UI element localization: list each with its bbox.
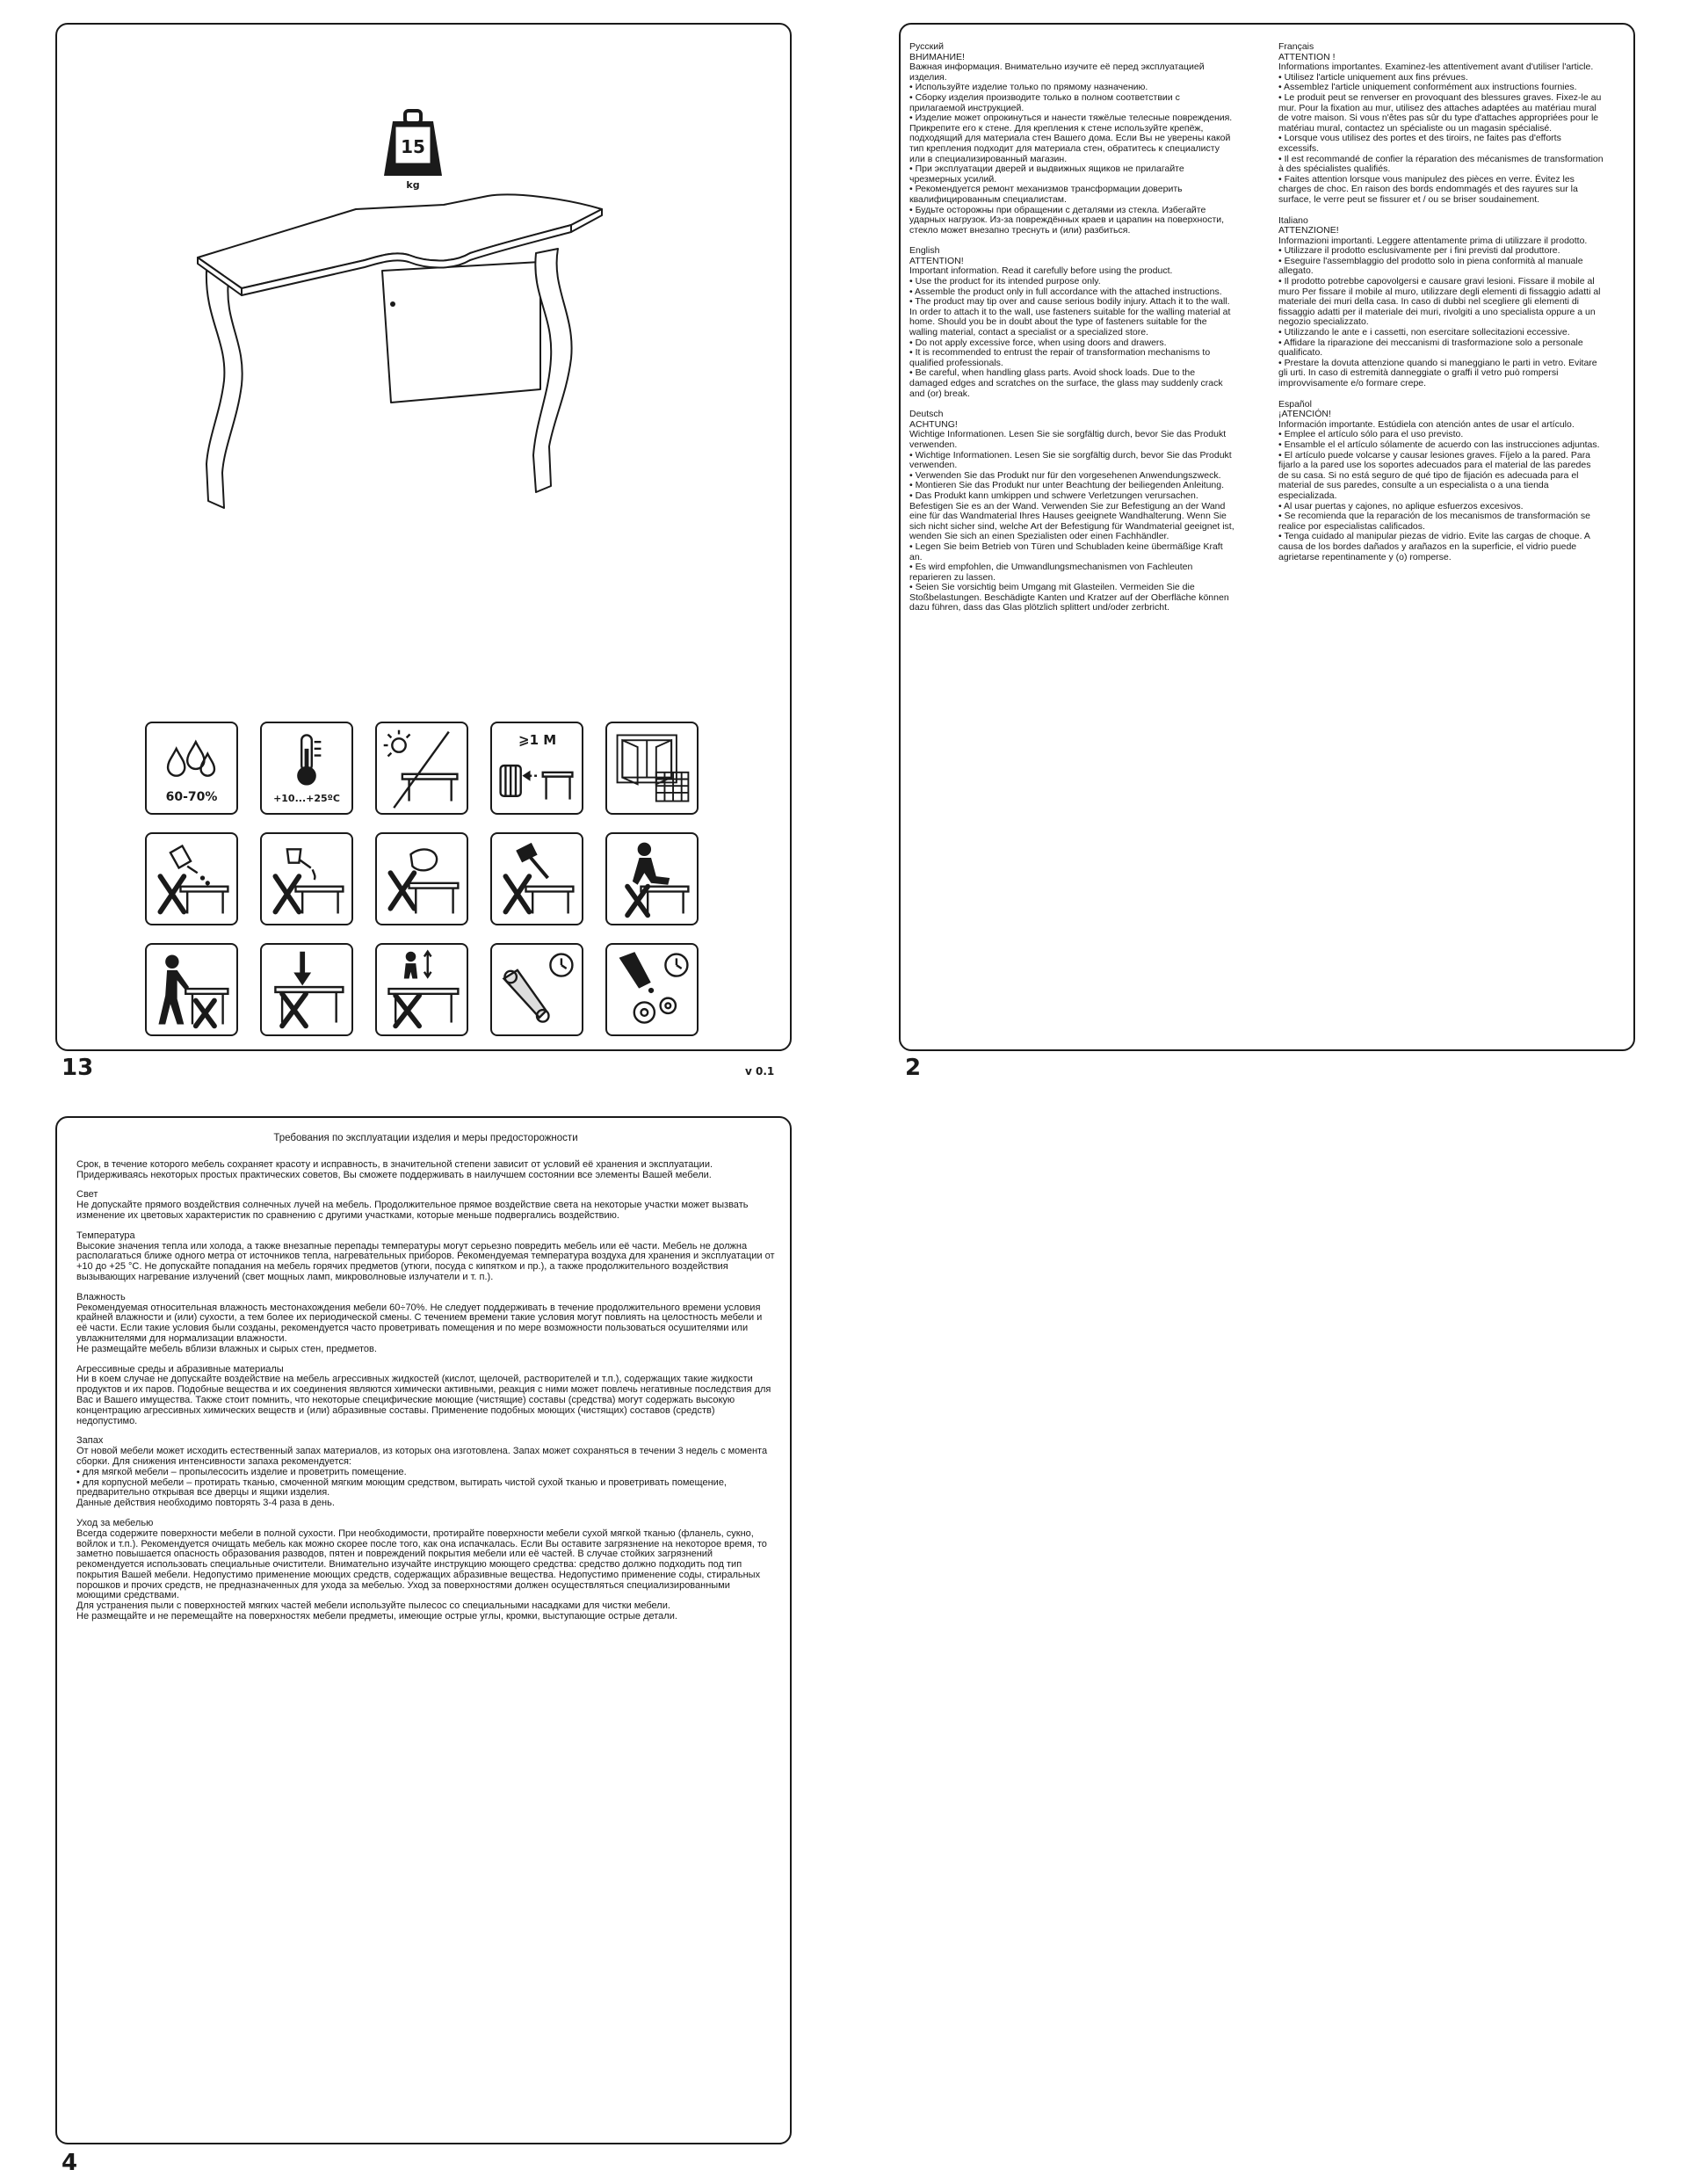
section-heading: Свет <box>76 1189 98 1201</box>
section-heading: Влажность <box>76 1291 126 1302</box>
text-line: • Рекомендуется ремонт механизмов трансформации доверить квалифицированным специалистам. <box>909 184 1183 205</box>
section-smell <box>76 1436 775 1509</box>
safety-column-right <box>1278 42 1604 562</box>
section-heading: ¡ATENCIÓN! <box>1278 409 1331 420</box>
section-heading: Запах <box>76 1435 104 1447</box>
section-heading: Температура <box>76 1230 135 1241</box>
text-line: • Use the product for its intended purpose only. <box>909 276 1101 287</box>
text-line: Всегда содержите поверхности мебели в полной сухости. При необходимости, протирайте поверхности мебели сухой мягкой тканью (фланель, сукно, войлок и т.п.). Рекомендуется очищать мебель как можно скорее после того, как она испачкалась. Если Вы оставите загрязнение на некоторое время, то заметно повышается опасность образования разводов, пятен и повреждений покрытия мебели или её частей. В случае стойких загрязнений рекомендуется использовать специальные очистители. Внимательно изучайте инструкцию моющего средства: средство должно подходить под тип покрытия Вашей мебели. Недопустимо применение моющих средств, содержащих абразивные вещества. Недопустимо применение соды, стиральных порошков и прочих средств, не предназначенных для ухода за мебелью. Уход за поверхностями должен осуществляться специализированными моющими средствами. <box>76 1527 767 1601</box>
weight-unit: kg <box>406 179 420 191</box>
text-line: • Faites attention lorsque vous manipulez des pièces en verre. Évitez les charges de choc. En raison des bords endommagés et des rayures sur la surface, le verre peut se fissurer et / ou se briser soudainement. <box>1278 173 1578 205</box>
text-line: • Сборку изделия производите только в полном соответствии с прилагаемой инструкцией. <box>909 91 1180 113</box>
humidity-label: 60-70% <box>165 790 218 804</box>
page-title: Требования по эксплуатации изделия и меры предосторожности <box>273 1133 578 1143</box>
no-sitting-icon <box>605 832 699 925</box>
text-line: • Lorsque vous utilisez des portes et des tiroirs, ne faites pas d'efforts excessifs. <box>1278 133 1561 154</box>
no-chemicals-icon <box>145 832 238 925</box>
lang-name: Español <box>1278 398 1312 410</box>
text-line: • Изделие может опрокинуться и нанести тяжёлые телесные повреждения. Прикрепите его к стене. Для крепления к стене используйте крепёж, подходящий для материала стен Вашего дома. Если Вы не уверены какой тип крепления подходит для материала стен, обратитесь к специалисту или в специализированный магазин. <box>909 112 1233 164</box>
text-line: Высокие значения тепла или холода, а также внезапные перепады температуры могут серьезно повредить мебель или её части. Мебель не должна располагаться ближе одного метра от источников тепла, нагревательных приборов. Рекомендуемая температура воздуха для хранения и эксплуатации от +10 до +25 °С. Не допускайте попадания на мебель горячих предметов (утюги, посуда с кипятком и пр.), а также продолжительного воздействия вызывающих нагревание излучений (свет мощных ламп, микроволновые излучатели и т. п.). <box>76 1240 775 1282</box>
text-line: • Emplee el artículo sólo para el uso previsto. <box>1278 429 1464 440</box>
section-humidity <box>76 1293 775 1355</box>
no-liquids-icon <box>260 832 353 925</box>
page-number-13: 13 <box>62 1055 94 1081</box>
text-line: Informazioni importanti. Leggere attentamente prima di utilizzare il prodotto. <box>1278 235 1588 246</box>
text-line: • Legen Sie beim Betrieb von Türen und Schubladen keine übermäßige Kraft an. <box>909 541 1223 562</box>
section-light <box>76 1190 775 1221</box>
text-line: • Montieren Sie das Produkt nur unter Beachtung der beiliegenden Anleitung. <box>909 480 1224 491</box>
text-line: Важная информация. Внимательно изучите её перед эксплуатацией изделия. <box>909 62 1205 83</box>
text-line: • Seien Sie vorsichtig beim Umgang mit Glasteilen. Vermeiden Sie die Stoßbelastungen. Beschädigte Kanten und Kratzer auf der Oberfläche können dazu führen, dass das Glas plötzlich splittert und/oder zerbricht. <box>909 582 1229 613</box>
text-line: • Es wird empfohlen, die Umwandlungsmechanismen von Fachleuten reparieren zu lassen. <box>909 562 1193 583</box>
text-line: • Das Produkt kann umkippen und schwere Verletzungen verursachen. Befestigen Sie es an der Wand. Verwenden Sie zur Befestigung an der Wand eine für das Wandmaterial Ihres Hauses geeignete Wandhalterung. Wenn Sie sich nicht sicher sind, welche Art der Befestigung für Wandmaterial geeignet ist, wenden Sie sich an einen Spezialisten oder einen Fachhändler. <box>909 490 1234 542</box>
text-line: • Utilisez l'article uniquement aux fins prévues. <box>1278 71 1468 83</box>
care-icons-grid <box>145 722 699 1036</box>
text-line: • It is recommended to entrust the repair of transformation mechanisms to qualified professionals. <box>909 347 1211 368</box>
heater-distance-label: ⩾1 M <box>518 732 557 748</box>
safety-column-left <box>909 42 1234 613</box>
window-wall-icon <box>605 722 699 815</box>
text-line: • Il est recommandé de confier la réparation des mécanismes de transformation à des spécialistes qualifiés. <box>1278 153 1604 175</box>
section-furniture-care <box>76 1519 775 1622</box>
section-heading: Уход за мебелью <box>76 1517 154 1528</box>
section-heading: ВНИМАНИЕ! <box>909 51 965 62</box>
text-line: • Do not apply excessive force, when using doors and drawers. <box>909 337 1167 348</box>
text-line: Wichtige Informationen. Lesen Sie sie sorgfältig durch, bevor Sie das Produkt verwenden. <box>909 429 1227 450</box>
text-line: Informations importantes. Examinez-les attentivement avant d'utiliser l'article. <box>1278 62 1594 73</box>
heater-distance-icon <box>490 722 583 815</box>
safety-section-ru <box>909 42 1234 236</box>
no-pushing-icon <box>145 943 238 1036</box>
page-number-2: 2 <box>905 1055 922 1081</box>
intro-paragraph: Срок, в течение которого мебель сохраняет красоту и исправность, в значительной степени зависит от условий её хранения и эксплуатации. Придерживаясь некоторых простых практических советов, Вы сможете поддерживать в наилучшем состоянии все элементы Вашей мебели. <box>76 1158 713 1180</box>
section-heading: ATTENTION! <box>909 255 964 266</box>
no-jumping-icon <box>375 943 468 1036</box>
text-line: • для мягкой мебели – пропылесосить изделие и проветрить помещение. <box>76 1466 407 1477</box>
text-line: • Assemble the product only in full accordance with the attached instructions. <box>909 286 1222 297</box>
version-label: v 0.1 <box>745 1065 775 1077</box>
page-4-panel <box>55 1116 792 2144</box>
text-line: От новой мебели может исходить естественный запах материалов, из которых она изготовлена. Запах может сохраняться в течении 3 недель с момента сборки. Для снижения интенсивности запаха рекомендуется: <box>76 1446 768 1467</box>
no-abrasive-cleaning-icon <box>375 832 468 925</box>
text-line: • Affidare la riparazione dei meccanismi di trasformazione solo a personale qualificato. <box>1278 337 1583 359</box>
text-line: • El artículo puede volcarse y causar lesiones graves. Fíjelo a la pared. Para fijarlo a la pared use los soportes adecuados para el material de las paredes de su casa. Si no está seguro de qué tipo de fijación es adecuada para el material de sus paredes, consulte a un especialista o a una tienda especializada. <box>1278 449 1591 501</box>
page-13-panel <box>55 23 792 1051</box>
text-line: Información importante. Estúdiela con atención antes de usar el artículo. <box>1278 418 1575 430</box>
section-temperature <box>76 1231 775 1283</box>
lang-name: Italiano <box>1278 214 1308 226</box>
safety-section-en <box>909 246 1234 399</box>
text-line: • Le produit peut se renverser en provoquant des blessures graves. Fixez-le au mur. Pour la fixation au mur, utilisez des attaches adaptées au matériau mural de votre maison. Si vous n'êtes pas sûr du type d'attaches appropriées pour le matériau mural, contactez un spécialiste ou un magasin spécialisé. <box>1278 91 1602 134</box>
section-heading: ACHTUNG! <box>909 418 958 430</box>
page-number-4: 4 <box>62 2150 78 2176</box>
text-line: Не размещайте мебель вблизи влажных и сырых стен, предметов. <box>76 1343 377 1354</box>
tighten-fasteners-icon <box>490 943 583 1036</box>
text-line: • Используйте изделие только по прямому назначению. <box>909 82 1148 93</box>
temperature-label: +10...+25ºC <box>273 793 340 804</box>
text-line: Не размещайте и не перемещайте на поверхностях мебели предметы, имеющие острые углы, кромки, выступающие острые детали. <box>76 1611 677 1622</box>
text-line: Ни в коем случае не допускайте воздействие на мебель агрессивных жидкостей (кислот, щелочей, растворителей и т.п.), содержащих такие жидкости продуктов и их паров. Подобные вещества и их соединения являются химически активными, реакция с ними может повлечь негативные последствия для Вас и Вашего имущества. Также стоит помнить, что некоторые специфические моющие (чистящие) составы (средства) могут содержать высокую концентрацию агрессивных химических веществ и (или) абразивные составы. Применение подобных моющих (чистящих) составов (средств) недопустимо. <box>76 1374 771 1426</box>
text-line: • Se recomienda que la reparación de los mecanismos de transformación se realice por especialistas calificados. <box>1278 511 1591 532</box>
safety-section-fr <box>1278 42 1604 206</box>
text-line: • The product may tip over and cause serious bodily injury. Attach it to the wall. In order to attach it to the wall, use fasteners suitable for the walling material at home. Should you be in doubt about the type of fasteners suitable for the walling material, contact a specialist or a specialized store. <box>909 296 1231 338</box>
page-2-panel <box>899 23 1635 1051</box>
text-line: • для корпусной мебели – протирать тканью, смоченной мягким моющим средством, вытирать чистой сухой тканью и проветривать помещение, предварительно открывая все дверцы и ящики изделия. <box>76 1477 727 1498</box>
no-hammer-icon <box>490 832 583 925</box>
care-requirements-text <box>76 1134 775 1632</box>
text-line: • Il prodotto potrebbe capovolgersi e causare gravi lesioni. Fissare il mobile al muro Per fissare il mobile al muro, utilizzare degli elementi di fissaggio adatti al materiale dei muri della casa. In caso di dubbi nel scegliere gli elementi di fissaggio adatti per il materiale dei muri, rivolgiti a uno specialista oppure a un negozio specializzato. <box>1278 276 1601 328</box>
text-line: Не допускайте прямого воздействия солнечных лучей на мебель. Продолжительное прямое воздействие света на некоторые участки может вызвать изменение их цветовых характеристик по сравнению с другими участками, которые меньше подвергались воздействию. <box>76 1200 749 1221</box>
section-heading: ATTENZIONE! <box>1278 225 1339 236</box>
text-line: • Be careful, when handling glass parts. Avoid shock loads. Due to the damaged edges and scratches on the surface, the glass may suddenly crack and (or) break. <box>909 367 1223 399</box>
text-line: • Будьте осторожны при обращении с деталями из стекла. Избегайте ударных нагрузок. Из-за повреждённых краев и царапин на поверхности, стекло может внезапно треснуть и (или) разбиться. <box>909 204 1225 236</box>
lang-name: Français <box>1278 41 1314 52</box>
weight-value: 15 <box>401 136 425 157</box>
temperature-icon <box>260 722 353 815</box>
text-line: • Utilizzando le ante e i cassetti, non esercitare sollecitazioni eccessive. <box>1278 327 1570 338</box>
text-line: • Ensamble el el artículo sólamente de acuerdo con las instrucciones adjuntas. <box>1278 439 1600 450</box>
text-line: Данные действия необходимо повторять 3-4 раза в день. <box>76 1498 335 1509</box>
section-aggressive-media <box>76 1365 775 1427</box>
safety-section-es <box>1278 400 1604 563</box>
text-line: Для устранения пыли с поверхностей мягких частей мебели используйте пылесос со специальными насадками для чистки мебели. <box>76 1600 670 1612</box>
sunlight-icon <box>375 722 468 815</box>
lang-name: Deutsch <box>909 409 944 420</box>
text-line: • При эксплуатации дверей и выдвижных ящиков не прилагайте чрезмерных усилий. <box>909 163 1184 185</box>
lang-name: English <box>909 245 940 257</box>
safety-section-it <box>1278 216 1604 389</box>
text-line: Рекомендуемая относительная влажность местонахождения мебели 60÷70%. Не следует поддерживать в течение продолжительного времени условия крайней влажности и (или) сухости, а тем более их периодической смены. С течением времени такие условия могут повлиять на целостность мебели и её части. Если такие условия были созданы, рекомендуется часто проветривать помещения и по мере возможности пользоваться осушителями или увлажнителями для нормализации влажности. <box>76 1302 763 1344</box>
section-heading: Агрессивные среды и абразивные материалы <box>76 1363 284 1375</box>
text-line: • Eseguire l'assemblaggio del prodotto solo in piena conformità al manuale allegato. <box>1278 255 1583 277</box>
desk-illustration <box>189 136 681 543</box>
text-line: • Wichtige Informationen. Lesen Sie sie sorgfältig durch, bevor Sie das Produkt verwenden. <box>909 449 1232 471</box>
text-line: • Tenga cuidado al manipular piezas de vidrio. Evite las cargas de choque. A causa de los bordes dañados y arañazos en la superficie, el vidrio puede agrietarse repentinamente y (o) romperse. <box>1278 531 1590 562</box>
text-line: • Assemblez l'article uniquement conformément aux instructions fournies. <box>1278 82 1577 93</box>
lubricate-mechanisms-icon <box>605 943 699 1036</box>
text-line: • Prestare la dovuta attenzione quando si maneggiano le parti in vetro. Evitare gli urti. In caso di estremità danneggiate o graffi il vetro può rompersi improvvisamente e/o formare crepe. <box>1278 357 1597 388</box>
text-line: • Verwenden Sie das Produkt nur für den vorgesehenen Anwendungszweck. <box>909 469 1221 481</box>
no-heavy-load-icon <box>260 943 353 1036</box>
text-line: Important information. Read it carefully before using the product. <box>909 265 1173 277</box>
safety-section-de <box>909 410 1234 613</box>
humidity-icon <box>145 722 238 815</box>
section-heading: ATTENTION ! <box>1278 51 1336 62</box>
lang-name: Русский <box>909 41 944 52</box>
text-line: • Al usar puertas y cajones, no aplique esfuerzos excesivos. <box>1278 500 1524 512</box>
text-line: • Utilizzare il prodotto esclusivamente per i fini previsti dal produttore. <box>1278 245 1560 257</box>
